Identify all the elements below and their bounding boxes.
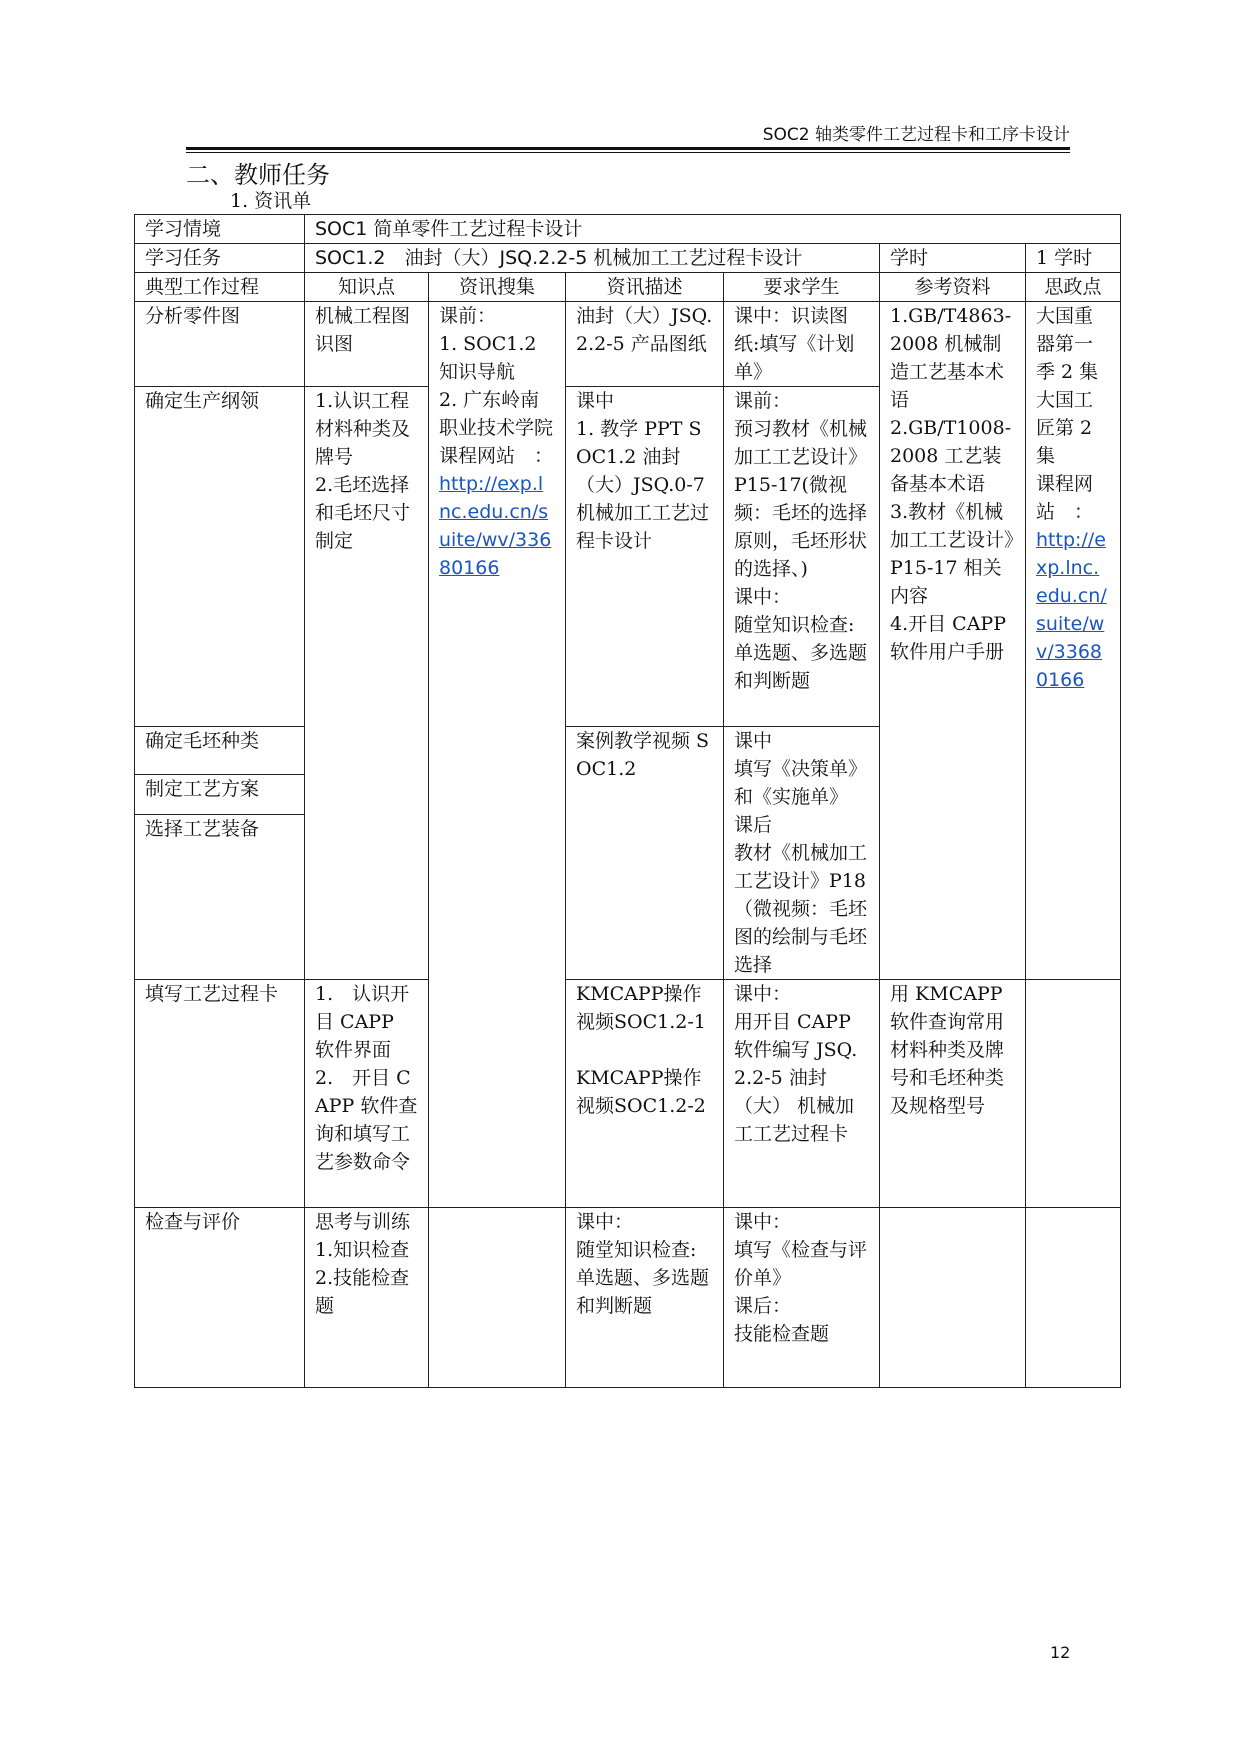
hours-label: 学时	[880, 244, 1026, 273]
reference-capp: 用 KMCAPP 软件查询常用材料种类及牌号和毛坯种类及规格型号	[880, 980, 1026, 1208]
ideology-website-link[interactable]: http://exp.lnc.edu.cn/suite/wv/33680166	[1036, 529, 1107, 691]
course-website-link[interactable]: http://exp.lnc.edu.cn/suite/wv/33680166	[439, 473, 552, 579]
page-number: 12	[1050, 1643, 1071, 1662]
header-reference: 参考资料	[880, 273, 1026, 302]
collect-cell	[429, 302, 566, 1208]
require-decision: 课中 填写《决策单》和《实施单》 课后 教材《机械加工工艺设计》P18（微视频：毛坯图的绘制与毛坯选择	[724, 727, 880, 980]
process-production: 确定生产纲领	[135, 387, 305, 727]
ideology-empty-2	[1026, 1208, 1121, 1388]
knowledge-material: 1.认识工程材料种类及牌号 2.毛坯选择和毛坯尺寸制定	[305, 387, 429, 980]
sub-title: 1. 资讯单	[230, 190, 312, 212]
header-collect: 资讯搜集	[429, 273, 566, 302]
describe-capp-video: KMCAPP操作视频SOC1.2-1 KMCAPP操作视频SOC1.2-2	[566, 980, 724, 1208]
header-rule-thin	[186, 152, 1070, 153]
header-ideology: 思政点	[1026, 273, 1121, 302]
collect-empty	[429, 1208, 566, 1388]
situation-label: 学习情境	[135, 215, 305, 244]
reference-basic: 1.GB/T4863-2008 机械制造工艺基本术语 2.GB/T1008-2008 工艺装备基本术语 3.教材《机械加工工艺设计》P15-17 相关内容 4.开目 CAPP 软件用户手册	[880, 302, 1026, 980]
process-card: 填写工艺过程卡	[135, 980, 305, 1208]
process-equipment: 选择工艺装备	[135, 815, 305, 980]
situation-value: SOC1 简单零件工艺过程卡设计	[305, 215, 1121, 244]
process-analyze: 分析零件图	[135, 302, 305, 387]
header-describe: 资讯描述	[566, 273, 724, 302]
knowledge-drawing: 机械工程图识图	[305, 302, 429, 387]
require-evaluation: 课中： 填写《检查与评价单》 课后： 技能检查题	[724, 1208, 880, 1388]
hours-value: 1 学时	[1026, 244, 1121, 273]
ideology-cell	[1026, 302, 1121, 980]
header-knowledge: 知识点	[305, 273, 429, 302]
header-process: 典型工作过程	[135, 273, 305, 302]
collect-text: 课前： 1. SOC1.2 知识导航 2. 广东岭南职业技术学院课程网站 ：	[439, 305, 554, 467]
info-table	[134, 214, 1121, 1388]
task-label: 学习任务	[135, 244, 305, 273]
ideology-text: 大国重器第一季 2 集 大国工匠第 2 集 课程网站 ：	[1036, 305, 1099, 523]
describe-quiz: 课中： 随堂知识检查:单选题、多选题和判断题	[566, 1208, 724, 1388]
header-rule	[186, 147, 1070, 150]
require-plan: 课中：识读图纸:填写《计划单》	[724, 302, 880, 387]
header-require: 要求学生	[724, 273, 880, 302]
knowledge-check: 思考与训练 1.知识检查 2.技能检查题	[305, 1208, 429, 1388]
task-value: SOC1.2 油封（大）JSQ.2.2-5 机械加工工艺过程卡设计	[305, 244, 880, 273]
ideology-empty-1	[1026, 980, 1121, 1208]
require-preview: 课前： 预习教材《机械加工工艺设计》P15-17(微视频：毛坯的选择原则，毛坯形状的选择、) 课中： 随堂知识检查:单选题、多选题和判断题	[724, 387, 880, 727]
reference-empty	[880, 1208, 1026, 1388]
section-title: 二、教师任务	[186, 161, 330, 189]
describe-ppt: 课中 1. 教学 PPT SOC1.2 油封（大）JSQ.0-7 机械加工工艺过程卡设计	[566, 387, 724, 727]
describe-drawing: 油封（大）JSQ.2.2-5 产品图纸	[566, 302, 724, 387]
process-plan: 制定工艺方案	[135, 775, 305, 815]
page-header-title: SOC2 轴类零件工艺过程卡和工序卡设计	[762, 125, 1070, 145]
process-blank-type: 确定毛坯种类	[135, 727, 305, 775]
describe-case-video: 案例教学视频 SOC1.2	[566, 727, 724, 980]
knowledge-capp: 1. 认识开目 CAPP 软件界面 2. 开目 CAPP 软件查询和填写工艺参数命令	[305, 980, 429, 1208]
require-capp: 课中： 用开目 CAPP 软件编写 JSQ.2.2-5 油封（大） 机械加工工艺过程卡	[724, 980, 880, 1208]
process-check: 检查与评价	[135, 1208, 305, 1388]
